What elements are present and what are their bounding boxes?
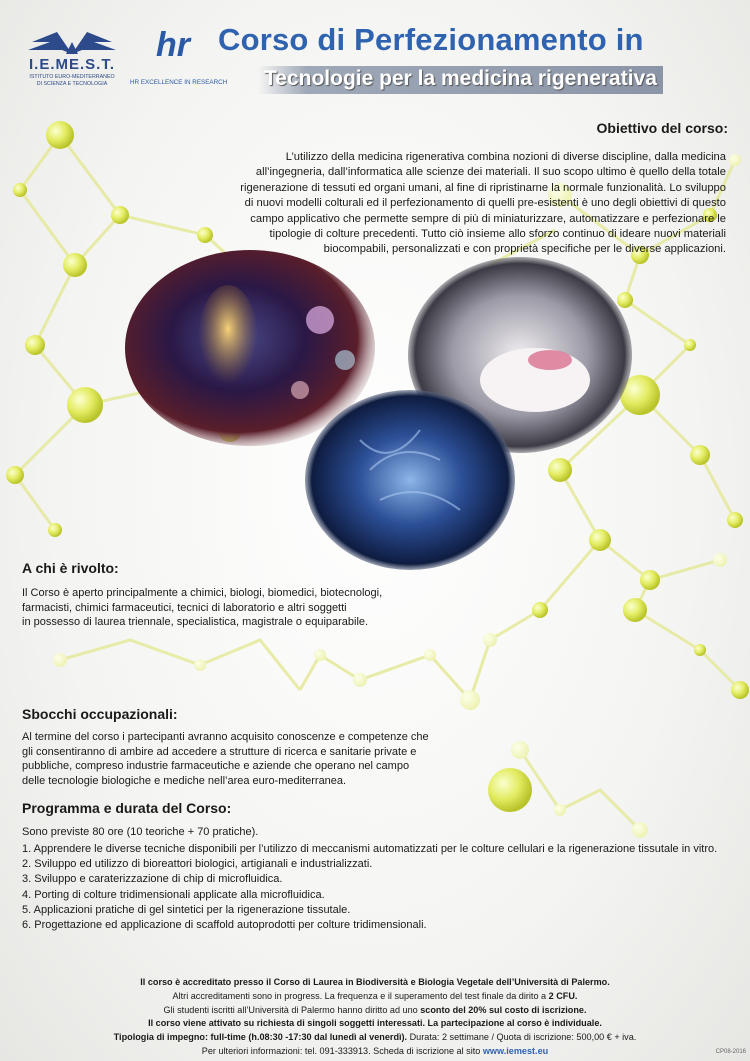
audience-text <box>22 586 442 630</box>
careers-text <box>22 730 492 788</box>
program-heading: Programma e durata del Corso: <box>22 800 232 816</box>
careers-line: delle tecnologie biologiche e mediche nell’area euro-mediterranea. <box>22 774 347 787</box>
discount-text: Gli studenti iscritti all’Università di Palermo hanno diritto ad uno <box>163 1004 421 1015</box>
careers-line: pubbliche, compreso industrie farmaceutiche e aziende che operano nel campo <box>22 760 410 773</box>
hr-logo-text: HR EXCELLENCE IN RESEARCH <box>130 79 228 86</box>
page-title: Corso di Perfezionamento in <box>218 22 644 57</box>
objective-heading: Obiettivo del corso: <box>596 120 728 136</box>
hr-excellence-logo[interactable] <box>128 26 228 96</box>
footer-info <box>20 976 730 1059</box>
logo-subtitle: ISTITUTO EURO-MEDITERRANEO <box>29 74 115 80</box>
program-item: 2. Sviluppo ed utilizzo di bioreattori biologici, artigianali e industrializzati. <box>22 858 373 871</box>
credits-value: 2 CFU. <box>548 990 578 1001</box>
program-item: 1. Apprendere le diverse tecniche disponibili per l’utilizzo di meccanismi automatizzati per le colture cellulari e la rigenerazione tissutale in vitro. <box>22 843 718 855</box>
audience-line: farmacisti, chimici farmaceutici, tecnici di laboratorio e altri soggetti <box>22 601 347 614</box>
program-item: 5. Applicazioni pratiche di gel sintetici per la rigenerazione tissutale. <box>22 903 351 916</box>
iemest-logo[interactable] <box>22 28 122 98</box>
fee-text: Durata: 2 settimane / Quota di iscrizione: 500,00 € + iva. <box>407 1032 637 1043</box>
page-subtitle: Tecnologie per la medicina rigenerativa <box>258 66 663 94</box>
objective-text: L’utilizzo della medicina rigenerativa combina nozioni di diverse discipline, dalla medicina all’ingegneria, dall’informatica alle scienze dei materiali. Il suo scopo ultimo è quello della totale rigenerazione di tessuti ed organi umani, al fine di ripristinarne la normale funzionalità. Lo sviluppo di nuovi modelli colturali ed il perfezionamento di quelli pre-esistenti è uno degli obiettivi di questo campo applicativo che permette sempre di più di miniaturizzare, automatizzare e perfezionare le tipologie di colture precedenti. Tutto ciò insieme allo sforzo continuo di ideare nuovi materiali biocompabili, personalizzati e con proprietà specifiche per le diverse applicazioni. <box>240 151 726 256</box>
schedule-text: Tipologia di impegno: full-time (h.08:30 -17:30 dal lunedì al venerdì). <box>113 1032 408 1043</box>
accreditation-line: Il corso è accreditato presso il Corso di Laurea in Biodiversità e Biologia Vegetale dell’Università di Palermo. <box>140 977 610 987</box>
schedule-line <box>20 1031 730 1045</box>
program-item: 3. Sviluppo e caraterizzazione di chip di microfluidica. <box>22 873 283 886</box>
program-item: 6. Progettazione ed applicazione di scaffold autoprodotti per colture tridimensionali. <box>22 919 427 932</box>
audience-heading: A chi è rivolto: <box>22 560 119 576</box>
activation-line: Il corso viene attivato su richiesta di singoli soggetti interessati. La partecipazione al corso è individuale. <box>148 1018 602 1029</box>
program-intro: Sono previste 80 ore (10 teoriche + 70 pratiche). <box>22 826 259 838</box>
program-list <box>22 842 732 933</box>
contact-line <box>20 1045 730 1059</box>
photo-collage <box>125 250 632 570</box>
careers-line: Al termine del corso i partecipanti avranno acquisito conoscenze e competenze che <box>22 731 429 743</box>
logo-name: I.E.ME.S.T. <box>28 56 115 73</box>
hr-logo-mark: hr <box>156 26 190 64</box>
contact-text: Per ulteriori informazioni: tel. 091-333913. Scheda di iscrizione al sito <box>201 1045 483 1056</box>
program-item: 4. Porting di colture tridimensionali applicate alla microfluidica. <box>22 888 325 901</box>
audience-line: in possesso di laurea triennale, specialistica, magistrale o equiparabile. <box>22 616 369 628</box>
credits-line <box>20 990 730 1004</box>
logo-subtitle: DI SCIENZA E TECNOLOGIA <box>36 81 108 87</box>
careers-line: gli consentiranno di ambire ad accedere a strutture di ricerca e sanitarie private e <box>22 745 417 758</box>
audience-line: Il Corso è aperto principalmente a chimici, biologi, biomedici, biotecnologi, <box>22 587 383 599</box>
eagle-wings-icon <box>22 28 122 58</box>
discount-line <box>20 1004 730 1018</box>
credits-text: Altri accreditamenti sono in progress. La frequenza e il superamento del test finale da dirito a <box>172 990 549 1001</box>
careers-heading: Sbocchi occupazionali: <box>22 706 178 722</box>
discount-value: sconto del 20% sul costo di iscrizione. <box>420 1004 587 1015</box>
cell-microscopy-photo <box>305 390 515 570</box>
document-code: CP08-2016 <box>715 1049 746 1055</box>
website-link[interactable]: www.iemest.eu <box>482 1045 549 1056</box>
